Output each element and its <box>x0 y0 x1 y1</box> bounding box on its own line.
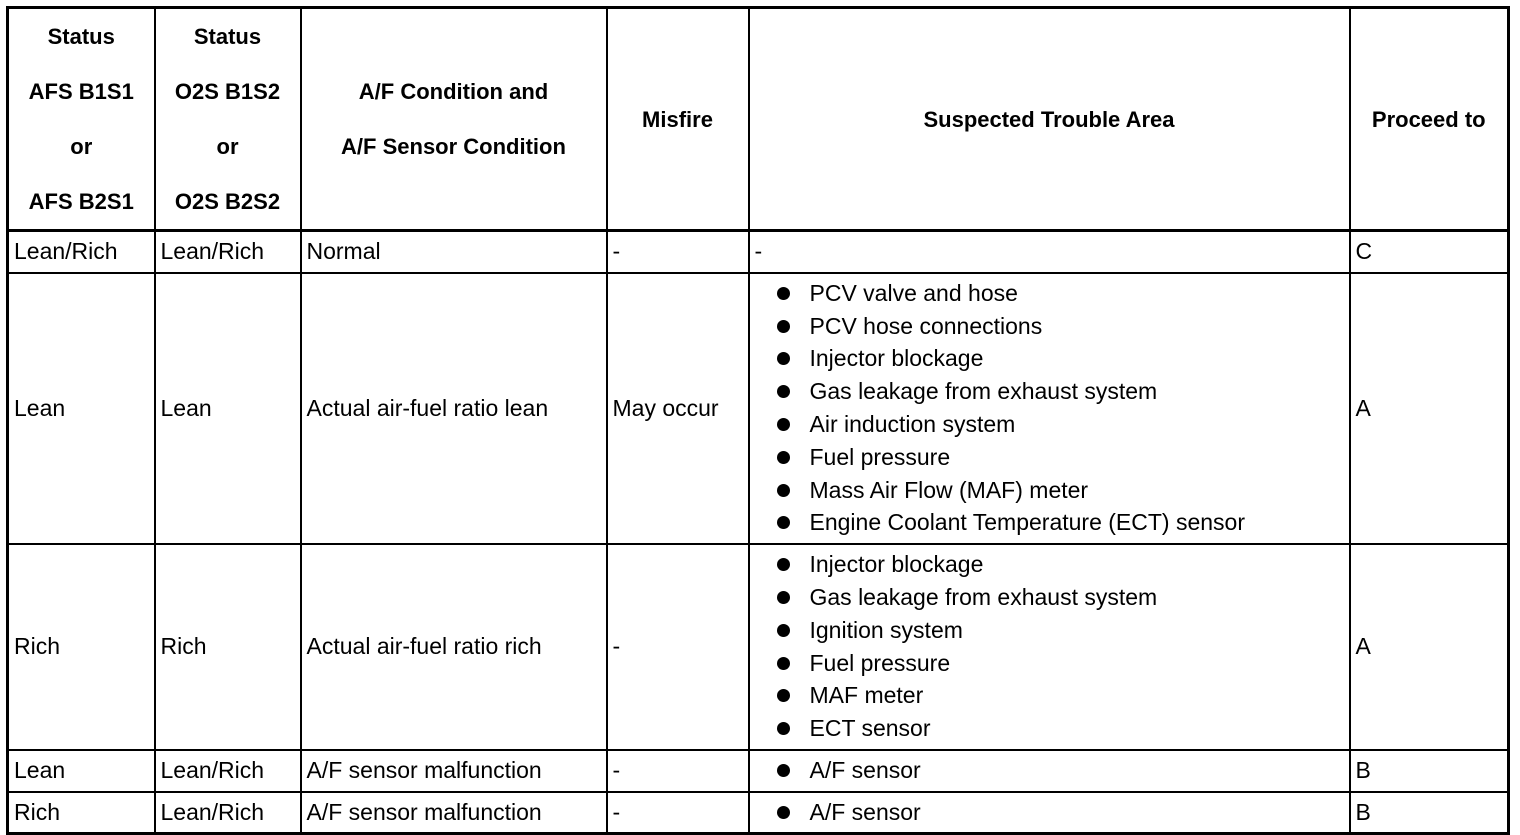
o2s-status-cell: Rich <box>155 544 301 750</box>
bullet-icon <box>777 722 790 735</box>
misfire-cell: - <box>607 544 749 750</box>
trouble-item <box>777 679 1349 712</box>
header-suspected-trouble-area: Suspected Trouble Area <box>749 8 1350 231</box>
header-afs-status: Status AFS B1S1 or AFS B2S1 <box>8 8 155 231</box>
bullet-icon <box>777 624 790 637</box>
misfire-cell: May occur <box>607 273 749 544</box>
bullet-icon <box>777 385 790 398</box>
trouble-item <box>777 277 1349 310</box>
header-proceed-to: Proceed to <box>1350 8 1509 231</box>
trouble-item <box>777 754 1349 787</box>
trouble-item <box>777 796 1349 829</box>
table-row <box>8 544 1509 750</box>
o2s-status-cell: Lean/Rich <box>155 750 301 792</box>
afs-status-cell: Rich <box>8 792 155 834</box>
bullet-icon <box>777 764 790 777</box>
misfire-cell: - <box>607 231 749 273</box>
header-misfire: Misfire <box>607 8 749 231</box>
misfire-cell: - <box>607 750 749 792</box>
condition-cell: A/F sensor malfunction <box>301 792 607 834</box>
bullet-icon <box>777 806 790 819</box>
table-row <box>8 273 1509 544</box>
trouble-area-cell: - <box>749 231 1350 273</box>
trouble-list <box>755 548 1349 745</box>
condition-cell: Actual air-fuel ratio rich <box>301 544 607 750</box>
trouble-item <box>777 581 1349 614</box>
bullet-icon <box>777 451 790 464</box>
trouble-area-cell <box>749 792 1350 834</box>
trouble-item-label: Fuel pressure <box>809 649 951 676</box>
trouble-item-label: ECT sensor <box>809 715 931 742</box>
trouble-area-cell <box>749 273 1350 544</box>
bullet-icon <box>777 558 790 571</box>
trouble-area-cell <box>749 544 1350 750</box>
bullet-icon <box>777 352 790 365</box>
trouble-item-label: Ignition system <box>809 616 963 643</box>
proceed-to-cell: A <box>1350 273 1509 544</box>
trouble-item-label: Injector blockage <box>809 551 984 578</box>
misfire-cell: - <box>607 792 749 834</box>
condition-cell: Actual air-fuel ratio lean <box>301 273 607 544</box>
trouble-item <box>777 506 1349 539</box>
bullet-icon <box>777 320 790 333</box>
trouble-list <box>755 796 1349 829</box>
bullet-icon <box>777 591 790 604</box>
afs-status-cell: Lean <box>8 273 155 544</box>
o2s-status-cell: Lean/Rich <box>155 231 301 273</box>
bullet-icon <box>777 516 790 529</box>
trouble-item <box>777 310 1349 343</box>
trouble-item-label: A/F sensor <box>809 757 921 784</box>
header-row <box>8 8 1509 231</box>
proceed-to-cell: C <box>1350 231 1509 273</box>
trouble-item-label: Gas leakage from exhaust system <box>809 583 1158 610</box>
trouble-item-label: Gas leakage from exhaust system <box>809 378 1158 405</box>
bullet-icon <box>777 689 790 702</box>
trouble-area-cell <box>749 750 1350 792</box>
trouble-item-label: Mass Air Flow (MAF) meter <box>809 476 1089 503</box>
trouble-item-label: MAF meter <box>809 682 924 709</box>
diagnosis-table <box>6 6 1510 835</box>
header-o2s-status: Status O2S B1S2 or O2S B2S2 <box>155 8 301 231</box>
trouble-item <box>777 342 1349 375</box>
afs-status-cell: Rich <box>8 544 155 750</box>
trouble-item-label: PCV hose connections <box>809 312 1043 339</box>
table-row <box>8 792 1509 834</box>
table-row <box>8 750 1509 792</box>
header-af-condition: A/F Condition and A/F Sensor Condition <box>301 8 607 231</box>
bullet-icon <box>777 657 790 670</box>
trouble-item-label: Engine Coolant Temperature (ECT) sensor <box>809 509 1246 536</box>
condition-cell: Normal <box>301 231 607 273</box>
trouble-item <box>777 712 1349 745</box>
trouble-item <box>777 375 1349 408</box>
trouble-item <box>777 408 1349 441</box>
o2s-status-cell: Lean <box>155 273 301 544</box>
proceed-to-cell: A <box>1350 544 1509 750</box>
trouble-item <box>777 474 1349 507</box>
trouble-item-label: Air induction system <box>809 411 1016 437</box>
proceed-to-cell: B <box>1350 750 1509 792</box>
trouble-item <box>777 647 1349 680</box>
condition-cell: A/F sensor malfunction <box>301 750 607 792</box>
trouble-list <box>755 277 1349 539</box>
afs-status-cell: Lean/Rich <box>8 231 155 273</box>
trouble-item <box>777 548 1349 581</box>
table-row <box>8 231 1509 273</box>
trouble-item-label: PCV valve and hose <box>809 279 1018 306</box>
o2s-status-cell: Lean/Rich <box>155 792 301 834</box>
trouble-item <box>777 614 1349 647</box>
bullet-icon <box>777 484 790 497</box>
trouble-item-label: A/F sensor <box>809 798 921 825</box>
trouble-list <box>755 754 1349 787</box>
afs-status-cell: Lean <box>8 750 155 792</box>
trouble-item <box>777 441 1349 474</box>
bullet-icon <box>777 418 790 431</box>
trouble-item-label: Fuel pressure <box>809 443 951 470</box>
proceed-to-cell: B <box>1350 792 1509 834</box>
bullet-icon <box>777 287 790 300</box>
trouble-item-label: Injector blockage <box>809 345 984 372</box>
